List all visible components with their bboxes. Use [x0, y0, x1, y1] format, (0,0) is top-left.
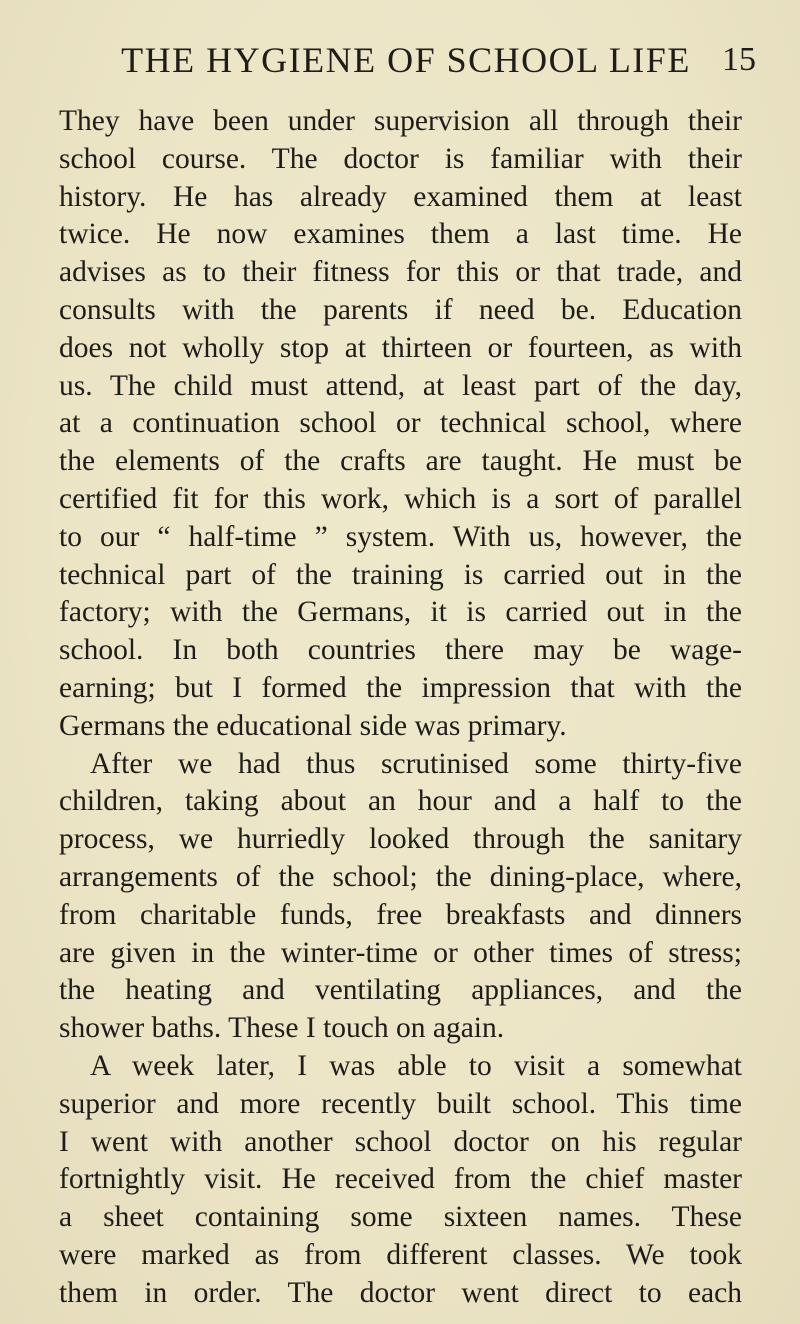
text-line: school course. The doctor is familiar with their	[59, 142, 742, 175]
text-line: at a continuation school or technical school, where	[59, 407, 742, 440]
paragraph-start-line: A week later, I was able to visit a somewhat	[90, 1049, 742, 1082]
text-line: consults with the parents if need be. Education	[59, 293, 742, 326]
text-line: to our “ half-time ” system. With us, however, the	[59, 520, 742, 553]
paragraph-end-line: Germans the educational side was primary.	[59, 709, 567, 742]
paragraph-start-line: After we had thus scrutinised some thirty-five	[90, 747, 742, 780]
text-line: the elements of the crafts are taught. He must be	[59, 445, 742, 478]
text-line: does not wholly stop at thirteen or fourteen, as with	[59, 331, 742, 364]
text-line: school. In both countries there may be wage-	[59, 634, 742, 667]
text-line: are given in the winter-time or other times of stress;	[59, 936, 742, 969]
text-line: us. The child must attend, at least part of the day,	[59, 369, 742, 402]
text-line: process, we hurriedly looked through the sanitary	[59, 823, 742, 856]
running-title: THE HYGIENE OF SCHOOL LIFE	[121, 40, 691, 80]
text-line: children, taking about an hour and a half to the	[59, 785, 742, 818]
text-line: certified fit for this work, which is a sort of parallel	[59, 482, 742, 515]
text-line: They have been under supervision all through their	[59, 105, 742, 137]
paragraph-end-line: shower baths. These I touch on again.	[59, 1012, 505, 1045]
text-line: factory; with the Germans, it is carried out in the	[59, 596, 742, 629]
text-line: technical part of the training is carried out in the	[59, 558, 742, 591]
text-line: were marked as from different classes. We took	[59, 1238, 742, 1271]
running-head	[56, 38, 756, 82]
text-line: a sheet containing some sixteen names. These	[59, 1201, 742, 1234]
page-number: 15	[722, 41, 756, 78]
text-line: history. He has already examined them at least	[59, 180, 742, 213]
text-line: superior and more recently built school. This time	[59, 1087, 742, 1120]
text-line: the heating and ventilating appliances, and the	[59, 974, 742, 1007]
body-text	[59, 103, 742, 1313]
text-line: fortnightly visit. He received from the chief master	[59, 1163, 742, 1196]
text-line: twice. He now examines them a last time. He	[59, 218, 742, 251]
text-line: advises as to their fitness for this or that trade, and	[59, 256, 742, 289]
text-line: earning; but I formed the impression that with the	[59, 671, 742, 704]
text-line: from charitable funds, free breakfasts and dinners	[59, 898, 742, 931]
text-line: I went with another school doctor on his regular	[59, 1125, 742, 1158]
text-line: arrangements of the school; the dining-place, where,	[59, 860, 742, 893]
text-line: them in order. The doctor went direct to each	[59, 1276, 742, 1309]
